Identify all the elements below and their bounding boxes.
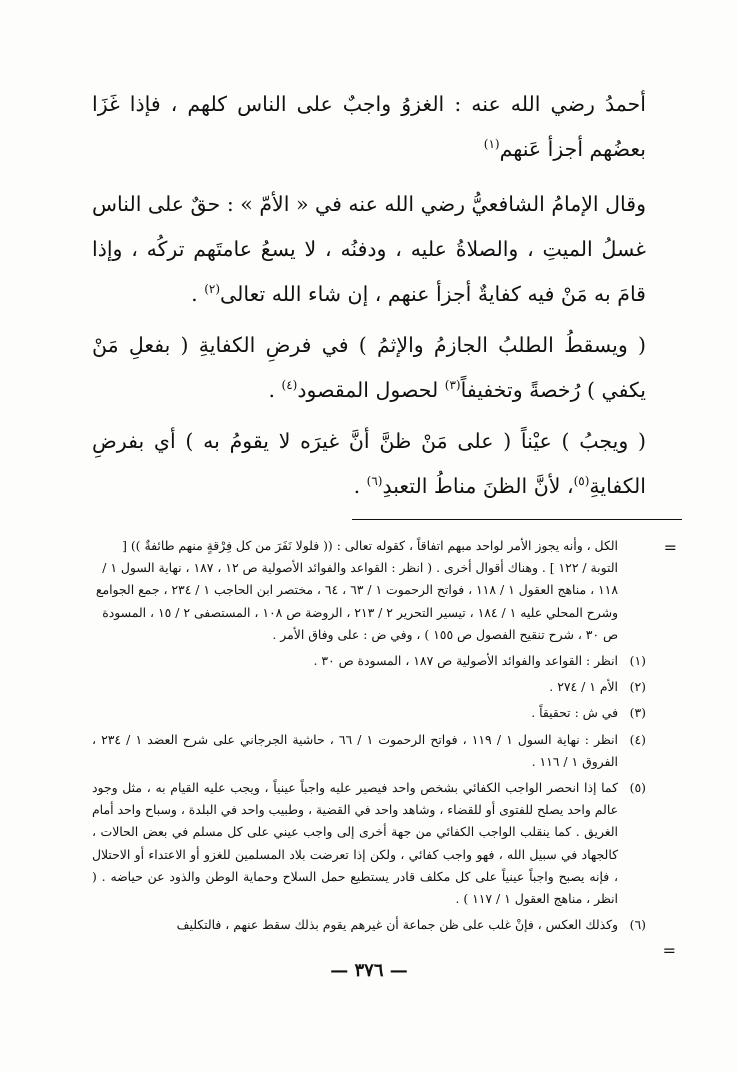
footnotes bbox=[92, 535, 676, 961]
footnote-ref: (٢) bbox=[204, 282, 221, 297]
paragraph-4 bbox=[92, 419, 646, 509]
footnote-ref: (٥) bbox=[573, 474, 590, 489]
paragraph-mid: ، لأنَّ الظنَ مناطُ التعبدِ bbox=[382, 474, 574, 498]
footnote-ref: (٦) bbox=[366, 474, 383, 489]
paragraph-1 bbox=[92, 82, 646, 172]
paragraph-text: ( ويجبُ ) عيْناً ( على مَنْ ظنَّ أنَّ غيرَه لا يقومُ به ) أي بفرضِ الكفايةِ bbox=[92, 429, 646, 498]
footnote-6 bbox=[92, 914, 676, 961]
footnote-text: كما إذا انحصر الواجب الكفائي بشخص واحد فيصير عليه واجباً عينياً ، ويجب عليه القيام به ، مثل وجود عالم واحد يصلح للفتوى أو للقضاء ، وشاهد واحد في القضية ، وطبيب واحد في البلدة ، وسباح واحد أمام الغريق . كما ينقلب الواجب الكفائي من جهة أخرى إلى واجب عيني على كل مسلم في بعض الحالات ، كالجهاد في سبيل الله ، فهو واجب كفائي ، ولكن إذا تعرضت بلاد المسلمين للغزو أو الاعتداء أو الاحتلال ، فإنه يصبح واجباً عينياً على كل مكلف قادر يستطيع حمل السلاح وحماية الوطن والذود عن حياضه . ( انظر ، مناهج العقول ١ / ١١٧ ) . bbox=[92, 780, 618, 907]
carryover-text: الكل ، وأنه يجوز الأمر لواحد مبهم اتفاقاً ، كقوله تعالى : (( فلولا نَفَرَ من كل فِرْقةٍ منهم طائفةٌ )) [ التوبة / ١٢٢ ] . وهناك أقوال أخرى . ( انظر : القواعد والفوائد الأصولية ص ١٢ ، ١٨٧ ، نهاية السول ١ / ١١٨ ، مناهج العقول ١ / ١١٨ ، فواتح الرحموت ١ / ٦٣ ، ٦٤ ، مختصر ابن الحاجب ١ / ٢٣٤ ، جمع الجوامع وشرح المحلي عليه ١ / ١٨٤ ، تيسير التحرير ٢ / ٢١٣ ، الروضة ص ١٠٨ ، المستصفى ٢ / ١٥ ، المسودة ص ٣٠ ، شرح تنقيح الفصول ص ١٥٥ ) ، وفي ض : على وفاق الأمر . bbox=[95, 538, 618, 642]
paragraph-tail: . bbox=[268, 378, 282, 402]
footnote-ref: (١) bbox=[483, 137, 500, 152]
footnote-separator-row bbox=[92, 515, 646, 529]
paragraph-3 bbox=[92, 323, 646, 413]
page-number bbox=[0, 960, 738, 981]
footnote-number: (٥) bbox=[629, 780, 646, 796]
paragraph-tail: . bbox=[191, 282, 205, 306]
footnote-number: (٦) bbox=[629, 917, 646, 933]
paragraph-2 bbox=[92, 182, 646, 317]
paragraph-mid: لحصول المقصود bbox=[297, 378, 445, 402]
footnote-carryover bbox=[92, 535, 676, 646]
footnote-number: (١) bbox=[629, 653, 646, 669]
footnote-number: (٣) bbox=[629, 705, 646, 721]
footnote-separator bbox=[352, 519, 682, 520]
footnote-ref: (٣) bbox=[444, 378, 461, 393]
paragraph-text: ( ويسقطُ الطلبُ الجازمُ والإثمُ ) في فرضِ الكفايةِ ( بفعلِ مَنْ يكفي ) رُخصةً وتخفيفاً bbox=[92, 333, 646, 402]
continuation-mark: = bbox=[663, 538, 676, 557]
footnote-text: انظر : نهاية السول ١ / ١١٩ ، فواتح الرحموت ١ / ٦٦ ، حاشية الجرجاني على شرح العضد ١ / ٢٣٤ ، الفروق ١ / ١١٦ . bbox=[92, 731, 618, 769]
footnote-text: وكذلك العكس ، فإنْ غلب على ظن جماعة أن غيرهم يقوم بذلك سقط عنهم ، فالتكليف bbox=[176, 917, 618, 933]
footnote-text: انظر : القواعد والفوائد الأصولية ص ١٨٧ ، المسودة ص ٣٠ . bbox=[313, 653, 618, 669]
footnote-4 bbox=[92, 729, 646, 773]
footnote-number: (٢) bbox=[629, 679, 646, 695]
main-text bbox=[92, 82, 646, 509]
page-number-text: — ٣٧٦ — bbox=[330, 960, 408, 981]
footnote-ref: (٤) bbox=[281, 378, 298, 393]
paragraph-text: أحمدُ رضي الله عنه : الغزوُ واجبٌ على الناس كلهم ، فإذا غَزَا بعضُهم أجزأ عَنهم bbox=[92, 92, 646, 161]
footnote-text: الأم ١ / ٢٧٤ . bbox=[549, 679, 618, 695]
paragraph-tail: . bbox=[353, 474, 367, 498]
footnote-3 bbox=[92, 702, 646, 724]
footnote-1 bbox=[92, 650, 646, 672]
footnote-text: في ش : تحقيقاً . bbox=[531, 705, 618, 721]
footnote-2 bbox=[92, 676, 646, 698]
paragraph-text: وقال الإمامُ الشافعيُّ رضي الله عنه في « الأمّ » : حقٌ على الناس غسلُ الميتِ ، والصلاةُ عليه ، ودفنُه ، لا يسعُ عامتَهم تركُه ، وإذا قامَ به مَنْ فيه كفايةٌ أجزأ عنهم ، إن شاء الله تعالى bbox=[92, 192, 646, 306]
continuation-mark: = bbox=[662, 941, 676, 961]
footnote-5 bbox=[92, 777, 646, 910]
footnote-number: (٤) bbox=[629, 731, 646, 747]
